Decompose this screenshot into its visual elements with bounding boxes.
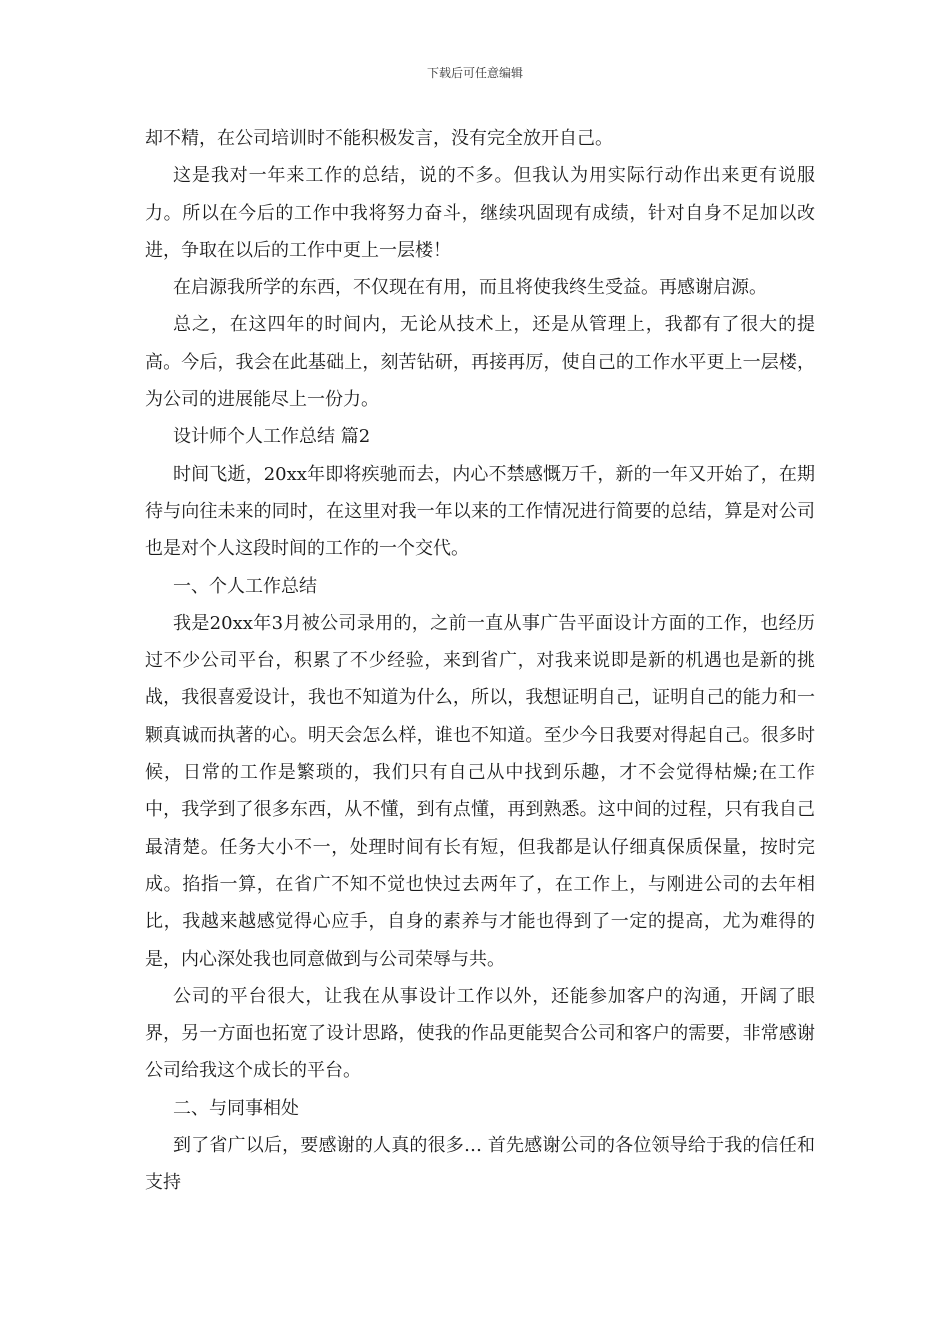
paragraph-1: 却不精，在公司培训时不能积极发言，没有完全放开自己。 bbox=[145, 128, 613, 149]
page-header: 下载后可任意编辑 bbox=[426, 66, 523, 80]
heading-colleagues: 二、与同事相处 bbox=[173, 1097, 299, 1119]
paragraph-11: 到了省广以后，要感谢的人真的很多… 首先感谢公司的各位领导给于我的信任和支持 bbox=[145, 1135, 815, 1194]
heading-personal-summary: 一、个人工作总结 bbox=[173, 575, 317, 597]
section-title-part2: 设计师个人工作总结 篇2 bbox=[173, 426, 371, 448]
document-body bbox=[145, 120, 815, 1202]
paragraph-3: 在启源我所学的东西，不仅现在有用，而且将使我终生受益。再感谢启源。 bbox=[173, 277, 767, 299]
paragraph-6: 时间飞逝，20xx年即将疾驰而去，内心不禁感慨万千，新的一年又开始了，在期待与向往未来的同时，在这里对我一年以来的工作情况进行简要的总结，算是对公司也是对个人这段时间的工作的一个交代。 bbox=[145, 463, 815, 560]
paragraph-8: 我是20xx年3月被公司录用的，之前一直从事广告平面设计方面的工作，也经历过不少公司平台，积累了不少经验，来到省广，对我来说即是新的机遇也是新的挑战，我很喜爱设计，我也不知道为什么，所以，我想证明自己，证明自己的能力和一颗真诚而执著的心。明天会怎么样，谁也不知道。至少今日我要对得起自己。很多时候，日常的工作是繁琐的，我们只有自己从中找到乐趣，才不会觉得枯燥;在工作中，我学到了很多东西，从不懂，到有点懂，再到熟悉。这中间的过程，只有我自己最清楚。任务大小不一，处理时间有长有短，但我都是认仔细真保质保量，按时完成。掐指一算，在省广不知不觉也快过去两年了，在工作上，与刚进公司的去年相比，我越来越感觉得心应手，自身的素养与才能也得到了一定的提高，尤为难得的是，内心深处我也同意做到与公司荣辱与共。 bbox=[145, 612, 815, 970]
paragraph-2: 这是我对一年来工作的总结，说的不多。但我认为用实际行动作出来更有说服力。所以在今后的工作中我将努力奋斗，继续巩固现有成绩，针对自身不足加以改进，争取在以后的工作中更上一层楼！ bbox=[145, 165, 815, 261]
paragraph-9: 公司的平台很大，让我在从事设计工作以外，还能参加客户的沟通，开阔了眼界，另一方面也拓宽了设计思路，使我的作品更能契合公司和客户的需要，非常感谢公司给我这个成长的平台。 bbox=[145, 985, 815, 1082]
paragraph-4: 总之，在这四年的时间内，无论从技术上，还是从管理上，我都有了很大的提高。今后，我会在此基础上，刻苦钻研，再接再厉，使自己的工作水平更上一层楼，为公司的进展能尽上一份力。 bbox=[145, 314, 815, 411]
